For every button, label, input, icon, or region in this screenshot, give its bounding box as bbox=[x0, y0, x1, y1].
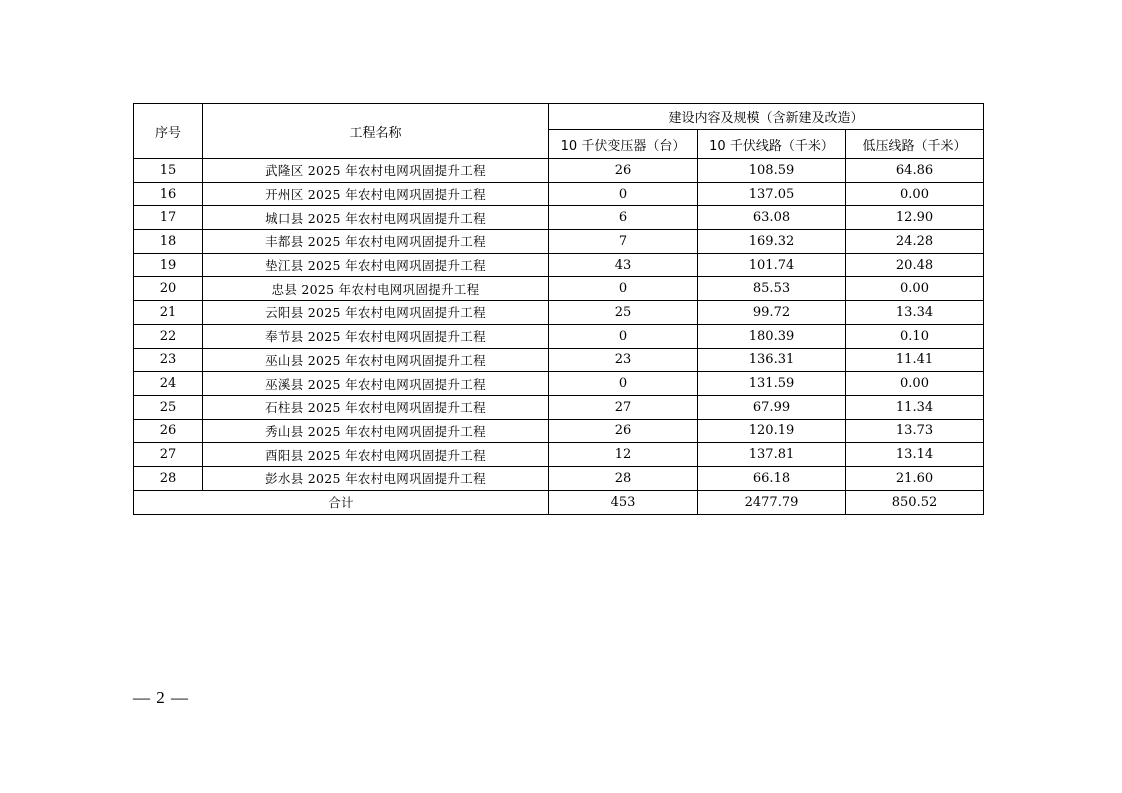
cell-10kv-lines: 85.53 bbox=[698, 277, 846, 301]
cell-10kv-lines: 169.32 bbox=[698, 230, 846, 254]
cell-seq: 18 bbox=[134, 230, 203, 254]
cell-seq: 22 bbox=[134, 324, 203, 348]
cell-project-name: 巫山县 2025 年农村电网巩固提升工程 bbox=[203, 348, 549, 372]
cell-low-voltage-lines: 0.00 bbox=[846, 277, 984, 301]
cell-seq: 23 bbox=[134, 348, 203, 372]
cell-transformers: 43 bbox=[549, 253, 698, 277]
cell-transformers: 27 bbox=[549, 395, 698, 419]
header-10kv-lines: 10 千伏线路（千米） bbox=[698, 130, 846, 159]
cell-project-name: 巫溪县 2025 年农村电网巩固提升工程 bbox=[203, 372, 549, 396]
cell-low-voltage-lines: 11.34 bbox=[846, 395, 984, 419]
cell-10kv-lines: 137.05 bbox=[698, 182, 846, 206]
cell-low-voltage-lines: 64.86 bbox=[846, 159, 984, 183]
cell-10kv-lines: 136.31 bbox=[698, 348, 846, 372]
cell-10kv-lines: 101.74 bbox=[698, 253, 846, 277]
table-footer bbox=[134, 490, 984, 514]
total-10kv-lines: 2477.79 bbox=[698, 490, 846, 514]
cell-transformers: 23 bbox=[549, 348, 698, 372]
table-row bbox=[134, 206, 984, 230]
header-transformers: 10 千伏变压器（台） bbox=[549, 130, 698, 159]
table-row bbox=[134, 182, 984, 206]
cell-transformers: 0 bbox=[549, 182, 698, 206]
cell-low-voltage-lines: 24.28 bbox=[846, 230, 984, 254]
total-transformers: 453 bbox=[549, 490, 698, 514]
cell-seq: 24 bbox=[134, 372, 203, 396]
cell-transformers: 7 bbox=[549, 230, 698, 254]
table-body bbox=[134, 159, 984, 491]
cell-10kv-lines: 66.18 bbox=[698, 466, 846, 490]
table-header bbox=[134, 104, 984, 159]
header-project-name: 工程名称 bbox=[203, 104, 549, 159]
cell-project-name: 武隆区 2025 年农村电网巩固提升工程 bbox=[203, 159, 549, 183]
cell-project-name: 云阳县 2025 年农村电网巩固提升工程 bbox=[203, 301, 549, 325]
table-row bbox=[134, 443, 984, 467]
cell-10kv-lines: 63.08 bbox=[698, 206, 846, 230]
cell-project-name: 忠县 2025 年农村电网巩固提升工程 bbox=[203, 277, 549, 301]
total-row bbox=[134, 490, 984, 514]
cell-project-name: 奉节县 2025 年农村电网巩固提升工程 bbox=[203, 324, 549, 348]
cell-project-name: 秀山县 2025 年农村电网巩固提升工程 bbox=[203, 419, 549, 443]
page-number: — 2 — bbox=[133, 688, 189, 707]
cell-seq: 16 bbox=[134, 182, 203, 206]
cell-project-name: 丰都县 2025 年农村电网巩固提升工程 bbox=[203, 230, 549, 254]
cell-project-name: 石柱县 2025 年农村电网巩固提升工程 bbox=[203, 395, 549, 419]
project-table bbox=[133, 103, 984, 515]
cell-seq: 26 bbox=[134, 419, 203, 443]
header-low-voltage-lines: 低压线路（千米） bbox=[846, 130, 984, 159]
cell-10kv-lines: 131.59 bbox=[698, 372, 846, 396]
table-row bbox=[134, 395, 984, 419]
cell-10kv-lines: 180.39 bbox=[698, 324, 846, 348]
cell-seq: 27 bbox=[134, 443, 203, 467]
cell-low-voltage-lines: 12.90 bbox=[846, 206, 984, 230]
cell-transformers: 26 bbox=[549, 159, 698, 183]
header-construction-scope: 建设内容及规模（含新建及改造） bbox=[549, 104, 984, 130]
table-row bbox=[134, 277, 984, 301]
cell-transformers: 25 bbox=[549, 301, 698, 325]
cell-seq: 19 bbox=[134, 253, 203, 277]
cell-10kv-lines: 120.19 bbox=[698, 419, 846, 443]
cell-low-voltage-lines: 0.10 bbox=[846, 324, 984, 348]
cell-10kv-lines: 137.81 bbox=[698, 443, 846, 467]
cell-transformers: 0 bbox=[549, 277, 698, 301]
cell-low-voltage-lines: 0.00 bbox=[846, 182, 984, 206]
cell-transformers: 6 bbox=[549, 206, 698, 230]
cell-seq: 21 bbox=[134, 301, 203, 325]
cell-low-voltage-lines: 13.73 bbox=[846, 419, 984, 443]
table-row bbox=[134, 253, 984, 277]
table-row bbox=[134, 301, 984, 325]
cell-low-voltage-lines: 11.41 bbox=[846, 348, 984, 372]
cell-seq: 17 bbox=[134, 206, 203, 230]
cell-seq: 25 bbox=[134, 395, 203, 419]
header-seq: 序号 bbox=[134, 104, 203, 159]
cell-project-name: 开州区 2025 年农村电网巩固提升工程 bbox=[203, 182, 549, 206]
cell-seq: 28 bbox=[134, 466, 203, 490]
table-row bbox=[134, 230, 984, 254]
total-label: 合计 bbox=[134, 490, 549, 514]
cell-project-name: 彭水县 2025 年农村电网巩固提升工程 bbox=[203, 466, 549, 490]
table-row bbox=[134, 372, 984, 396]
table-row bbox=[134, 324, 984, 348]
cell-seq: 20 bbox=[134, 277, 203, 301]
cell-transformers: 12 bbox=[549, 443, 698, 467]
cell-low-voltage-lines: 21.60 bbox=[846, 466, 984, 490]
table-row bbox=[134, 466, 984, 490]
cell-transformers: 28 bbox=[549, 466, 698, 490]
cell-seq: 15 bbox=[134, 159, 203, 183]
cell-10kv-lines: 108.59 bbox=[698, 159, 846, 183]
cell-project-name: 酉阳县 2025 年农村电网巩固提升工程 bbox=[203, 443, 549, 467]
cell-low-voltage-lines: 0.00 bbox=[846, 372, 984, 396]
table-row bbox=[134, 348, 984, 372]
table-row bbox=[134, 159, 984, 183]
cell-project-name: 城口县 2025 年农村电网巩固提升工程 bbox=[203, 206, 549, 230]
cell-transformers: 26 bbox=[549, 419, 698, 443]
cell-low-voltage-lines: 20.48 bbox=[846, 253, 984, 277]
table-row bbox=[134, 419, 984, 443]
total-low-voltage-lines: 850.52 bbox=[846, 490, 984, 514]
cell-project-name: 垫江县 2025 年农村电网巩固提升工程 bbox=[203, 253, 549, 277]
cell-10kv-lines: 99.72 bbox=[698, 301, 846, 325]
cell-transformers: 0 bbox=[549, 372, 698, 396]
cell-low-voltage-lines: 13.14 bbox=[846, 443, 984, 467]
cell-low-voltage-lines: 13.34 bbox=[846, 301, 984, 325]
cell-transformers: 0 bbox=[549, 324, 698, 348]
cell-10kv-lines: 67.99 bbox=[698, 395, 846, 419]
